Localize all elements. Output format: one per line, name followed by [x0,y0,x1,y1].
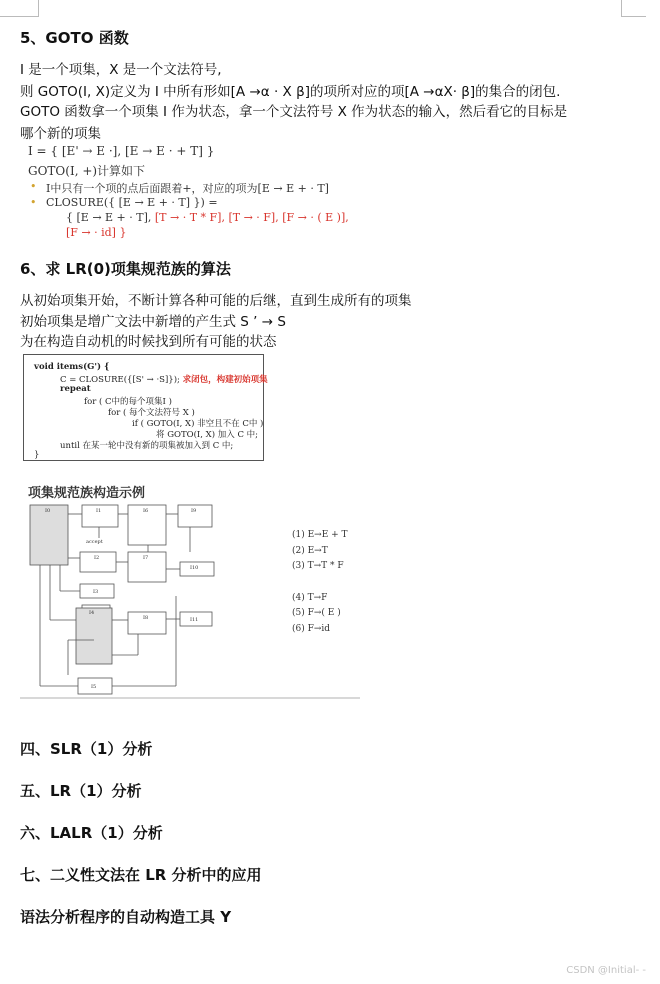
algorithm-code-box [23,354,268,461]
section-5-heading: 5、GOTO 函数 [20,29,129,47]
svg-text:I2: I2 [94,555,100,561]
production-1: (1) E→E + T [292,530,348,540]
svg-text:I3: I3 [93,589,99,595]
svg-text:accept: accept [86,539,103,545]
svg-text:I9: I9 [191,508,197,514]
page-corner-mark-left [0,0,39,17]
heading-lalr1: 六、LALR（1）分析 [20,824,163,842]
production-3: (3) T→T * F [292,561,344,571]
bullet-icon: • [30,196,37,209]
closure-item-black: { [E → E + · T], [66,211,155,224]
code-line-3 [60,384,91,394]
goto-example-note: I中只有一个项的点后面跟着+，对应的项为[E → E + · T] [46,182,329,195]
goto-example-bullet-1 [30,180,37,193]
heading-parser-generator: 语法分析程序的自动构造工具 Y [20,908,232,926]
sec6-line-2: 初始项集是增广文法中新增的产生式 S ’ → S [20,314,286,330]
sec5-line-4: 哪个新的项集 [20,126,101,142]
sec6-line-1: 从初始项集开始，不断计算各种可能的后继，直到生成所有的项集 [20,293,412,309]
state-box-i0 [30,505,68,565]
svg-text:I8: I8 [143,615,149,621]
bullet-icon: • [30,180,37,193]
heading-ambiguous-grammar: 七、二义性文法在 LR 分析中的应用 [20,866,262,884]
production-2: (2) E→T [292,545,328,556]
goto-example-set: I = { [E' → E ·], [E → E · + T] } [28,144,215,158]
page-corner-mark-right [621,0,646,17]
code-repeat: repeat [60,384,91,394]
svg-text:I7: I7 [143,555,149,561]
production-4: (4) T→F [292,592,328,603]
svg-text:I6: I6 [143,508,149,514]
sec5-line-3: GOTO 函数拿一个项集 I 作为状态，拿一个文法符号 X 作为状态的输入，然后看它的目标是 [20,104,568,120]
heading-slr1: 四、SLR（1）分析 [20,740,153,758]
svg-text:I11: I11 [190,617,199,623]
section-6-heading: 6、求 LR(0)项集规范族的算法 [20,260,231,278]
code-line-8: until 在某一轮中没有新的项集被加入到 C 中; [60,441,234,451]
goto-example-closure: CLOSURE({ [E → E + · T] }) = [46,196,218,209]
code-closure: C = CLOSURE({[S' → ·S]}); [60,375,180,385]
sec5-line-1: I 是一个项集，X 是一个文法符号, [20,62,222,78]
code-line-1 [34,362,109,372]
code-line-7: 将 GOTO(I, X) 加入 C 中; [156,430,259,440]
goto-example-closure-result [66,211,349,224]
production-5: (5) F→( E ) [292,608,341,618]
production-gap [292,575,348,591]
heading-lr1: 五、LR（1）分析 [20,782,142,800]
code-line-4: for ( C中的每个项集I ) [84,397,172,407]
csdn-watermark: CSDN @Initial- - [566,965,646,976]
svg-text:I0: I0 [45,508,51,514]
goto-example-closure-last: [F → · id] } [66,226,127,239]
svg-text:I1: I1 [96,508,102,514]
goto-example-bullet-2 [30,196,37,209]
closure-items-red: [T → · T * F], [T → · F], [F → · ( E )], [154,211,349,224]
code-line-6: if ( GOTO(I, X) 非空且不在 C中 ) [132,419,264,429]
code-annotation: 求闭包，构建初始项集 [182,375,268,385]
svg-text:I5: I5 [91,684,97,690]
code-line-2 [60,373,268,385]
code-line-9: } [34,450,40,460]
state-box-i4 [76,608,112,664]
code-void-items: void items(G') { [34,362,110,372]
production-6: (6) F→id [292,623,331,634]
svg-text:I4: I4 [89,610,95,616]
goto-example-label: GOTO(I, +)计算如下 [28,164,146,178]
diagram-title: 项集规范族构造示例 [28,486,146,501]
sec5-line-2: 则 GOTO(I, X)定义为 I 中所有形如[A →α · X β]的项所对应的项[A →αX· β]的集合的闭包. [20,84,561,100]
code-line-5: for ( 每个文法符号 X ) [108,408,195,418]
productions-list [292,528,348,637]
sec6-line-3: 为在构造自动机的时候找到所有可能的状态 [20,334,277,350]
svg-text:I10: I10 [190,565,199,571]
